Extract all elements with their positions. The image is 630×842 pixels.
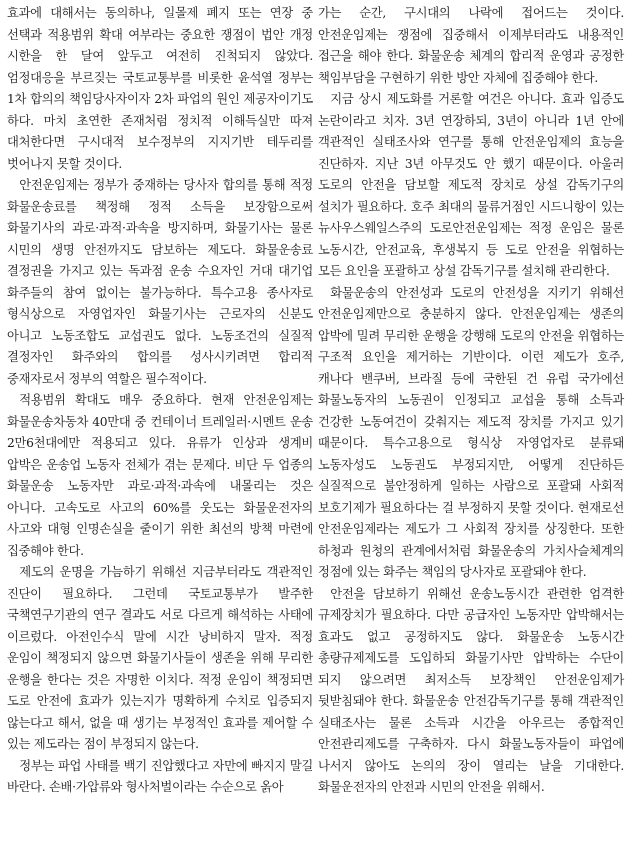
left-column	[7, 3, 313, 799]
paragraph: 제도의 운명을 가늠하기 위해선 지금부터라도 객관적인 진단이 필요하다. 그런데 국토교통부가 발주한 국책연구기관의 연구 결과도 서로 다르게 해석하는 사태에 이르렀다. 아전인수식 말에 시간 낭비하지 말자. 적정 운임이 책정되지 않으면 화물기사들이 생존을 위해 무리한 운행을 한다는 것은 자명한 이치다. 적정 운임이 책정되면 도로 안전에 효과가 있는지가 명확하게 수치로 입증되지 않는다고 해서, 없을 때 생기는 부정적인 효과를 제어할 수 있는 제도라는 점이 부정되지 않는다.	[7, 565, 313, 751]
paragraph: 안전을 담보하기 위해선 운송노동시간 관련한 엄격한 규제장치가 필요하다. 다만 공급자인 노동자만 압박해서는 효과도 없고 공정하지도 않다. 화물운송 노동시간 총량규제제도를 도입하되 화물기사만 압박하는 수단이 되지 않으려면 최저소득 보장책인 안전운임제가 뒷받침돼야 한다. 화물운송 안전감독기구를 통해 객관적인 실태조사는 물론 소득과 시간을 아우르는 종합적인 안전관리제도를 구축하자. 다시 화물노동자들이 파업에 나서지 않아도 논의의 장이 열리는 날을 기대한다. 화물운전자의 안전과 시민의 안전을 위해서.	[318, 586, 624, 794]
paragraph: 적용범위 확대도 매우 중요하다. 현재 안전운임제는 화물운송차동차 40만대 중 컨테이너 트레일러·시멘트 운송 2만6천대에만 적용되고 있다. 유류가 인상과 생계비 압박은 운송업 노동자 전체가 겪는 문제다. 비단 두 업종의 화물운송 노동자만 과로·과적·과속에 내몰리는 것은 아니다. 고속도로 사고의 60%를 웃도는 화물운전자의 사고와 대형 인명손실을 줄이기 위한 최선의 방책 마련에 집중해야 한다.	[7, 393, 313, 558]
paragraph: 화물운송의 안전성과 도로의 안전성을 지키기 위해선 안전운임제만으로 충분하지 않다. 안전운임제는 생존의 압박에 밀려 무리한 운행을 강행해 도로의 안전을 위협하는 구조적 요인을 제거하는 기반이다. 이런 제도가 호주, 캐나다 밴쿠버, 브라질 등에 국한된 건 유럽 국가에선 화물노동자의 노동권이 인정되고 교섭을 통해 소득과 건강한 노동여건이 갖춰지는 제도적 장치를 가지고 있기 때문이다. 특수고용으로 형식상 자영업자로 분류돼 노동자성도 노동권도 부정되지만, 어떻게 진단하든 실질적으로 불안정하게 일하는 사람으로 포괄돼 사회적 보호기제가 필요하다는 걸 부정하지 못할 것이다. 현재로선 안전운임제라는 제도가 그 사회적 장치를 상징한다. 또한 하청과 원청의 관계에서처럼 화물운송의 가치사슬체계의 정점에 있는 화주는 책임의 당사자로 포괄돼야 한다.	[318, 285, 624, 579]
paragraph: 안전운임제는 정부가 중재하는 당사자 합의를 통해 적정 화물운송료를 책정해 정적 소득을 보장함으로써 화물기사의 과로·과적·과속을 방지하며, 화물기사는 물론 시민의 생명 안전까지도 담보하는 제도다. 화물운송료 결정권을 가지고 있는 독과점 운송 수요자인 거대 대기업 화주들의 참여 없이는 불가능하다. 특수고용 종사자로 형식상으로 자영업자인 화물기사는 근로자의 신분도 아니고 노동조합도 교섭권도 없다. 노동조건의 실질적 결정자인 화주와의 합의를 성사시키려면 합리적 중재자로서 정부의 역할은 필수적이다.	[7, 178, 313, 386]
right-column	[318, 3, 624, 799]
paragraph: 정부는 파업 사태를 백기 진압했다고 자만에 빠지지 말길 바란다. 손배·가압류와 형사처벌이라는 수순으로 옭아	[7, 758, 313, 794]
paragraph-continued: 효과에 대해서는 동의하나, 일몰제 폐지 또는 연장 중 선택과 적용범위 확대 여부라는 중요한 쟁점이 법안 개정 시한을 한 달여 앞두고 여전히 진척되지 않았다. 엄정대응을 부르짖는 국토교통부를 비롯한 윤석열 정부는 1차 합의의 책임당사자이자 2차 파업의 원인 제공자이기도 하다. 마치 초연한 존재처럼 정치적 이해득실만 따져 대처한다면 구시대적 보수정부의 지지기반 테두리를 벗어나지 못할 것이다.	[7, 6, 313, 171]
paragraph: 지금 상시 제도화를 거론할 여건은 아니다. 효과 입증도 논란이라고 치자. 3년 연장하되, 3년이 아니라 1년 안에 객관적인 실태조사와 연구를 통해 안전운임제의 효능을 진단하자. 지난 3년 아무것도 안 했기 때문이다. 아울러 도로의 안전을 담보할 제도적 장치로 상설 감독기구의 설치가 필요하다. 호주 최대의 물류거점인 시드니항이 있는 뉴사우스웨일스주의 도로안전운임제는 적정 운임은 물론 노동시간, 안전교육, 후생복지 등 도로 안전을 위협하는 모든 요인을 포괄하고 상설 감독기구를 설치해 관리한다.	[318, 92, 624, 278]
paragraph-continued: 가는 순간, 구시대의 나락에 접어드는 것이다. 안전운임제는 쟁점에 집중해서 이제부터라도 내용적인 접근을 해야 한다. 화물운송 체계의 합리적 운영과 공정한 책임부담을 구현하기 위한 방안 자체에 집중해야 한다.	[318, 6, 624, 85]
